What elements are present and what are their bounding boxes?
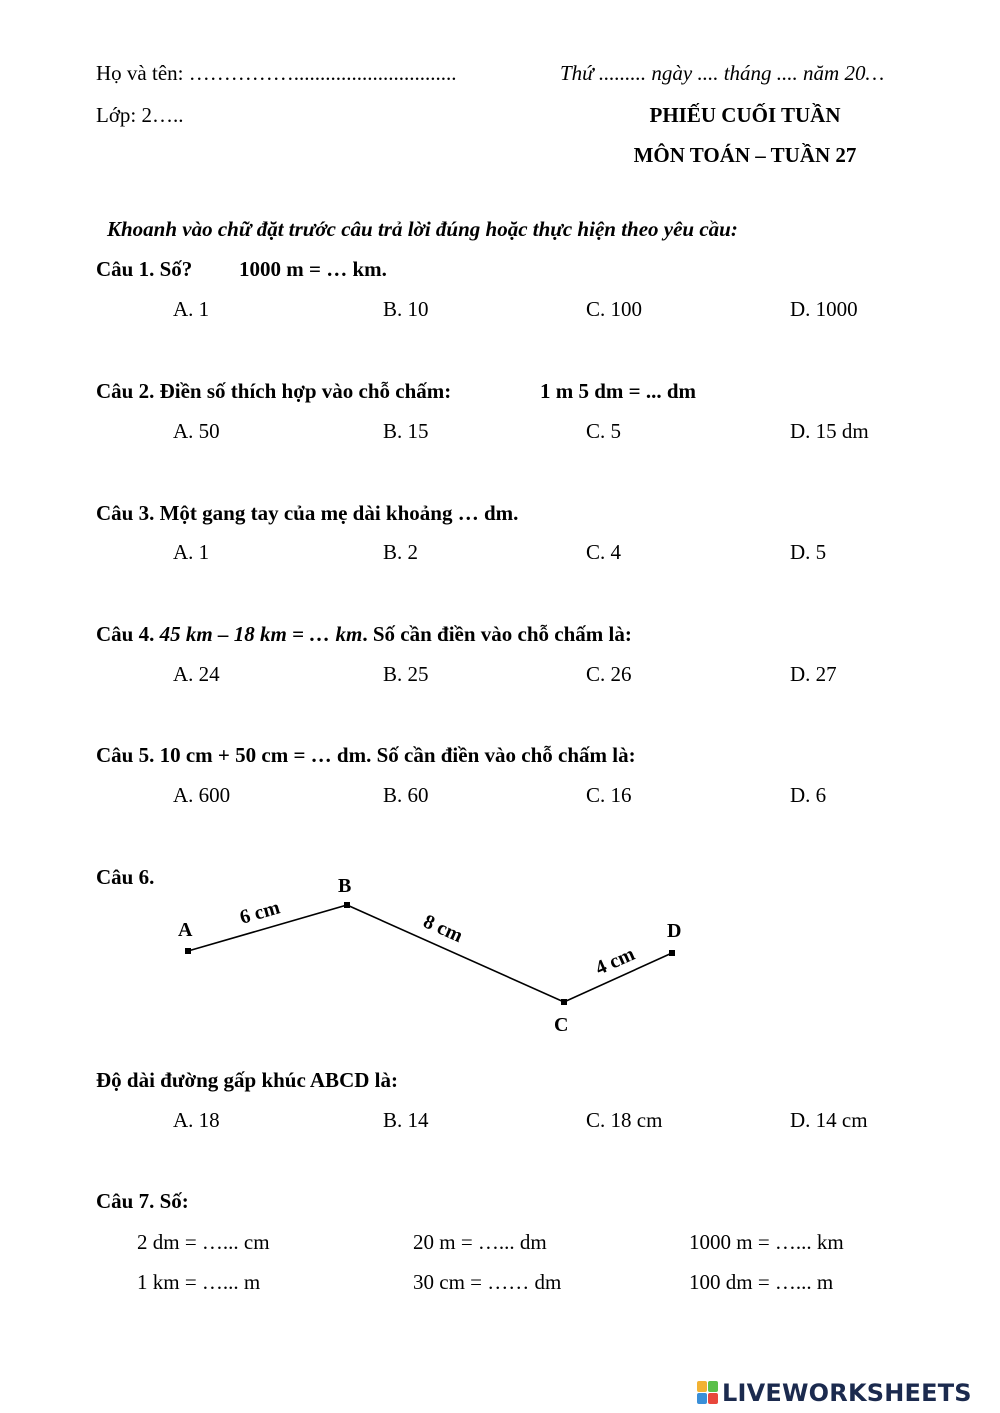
q4-option-a[interactable]: A. 24 bbox=[173, 662, 220, 686]
q3-option-b[interactable]: B. 2 bbox=[383, 540, 419, 564]
q1-label: Câu 1. Số? bbox=[96, 257, 193, 281]
q2-prompt: 1 m 5 dm = ... dm bbox=[540, 379, 697, 403]
point-b-marker bbox=[344, 902, 350, 908]
q5-option-a[interactable]: A. 600 bbox=[173, 783, 231, 807]
point-c-label: C bbox=[554, 1014, 569, 1036]
q2-option-c[interactable]: C. 5 bbox=[586, 419, 622, 443]
point-d-label: D bbox=[667, 920, 682, 942]
liveworksheets-logo-icon bbox=[697, 1381, 719, 1405]
brand-name: LIVEWORKSHEETS bbox=[722, 1379, 972, 1407]
date-line: Thứ ......... ngày .... tháng .... năm 20… bbox=[560, 61, 885, 85]
q1-option-b[interactable]: B. 10 bbox=[383, 297, 429, 321]
q7-item-2dm[interactable]: 2 dm = …... cm bbox=[137, 1230, 270, 1254]
q7-item-100dm[interactable]: 100 dm = …... m bbox=[689, 1270, 834, 1294]
q3-option-d[interactable]: D. 5 bbox=[790, 540, 827, 564]
q6-option-b[interactable]: B. 14 bbox=[383, 1108, 429, 1132]
segment-cd-length: 4 cm bbox=[592, 942, 639, 980]
q4-option-c[interactable]: C. 26 bbox=[586, 662, 632, 686]
segment-ab-length: 6 cm bbox=[237, 896, 283, 929]
logo-tile-2 bbox=[708, 1381, 718, 1392]
q4-option-b[interactable]: B. 25 bbox=[383, 662, 429, 686]
q6-label: Câu 6. bbox=[96, 865, 155, 889]
logo-tile-3 bbox=[697, 1393, 707, 1404]
instruction: Khoanh vào chữ đặt trước câu trả lời đúng hoặc thực hiện theo yêu cầu: bbox=[107, 217, 738, 241]
q5-label: Câu 5. 10 cm + 50 cm = … dm. Số cần điền vào chỗ chấm là: bbox=[96, 743, 636, 767]
worksheet-subtitle: MÔN TOÁN – TUẦN 27 bbox=[633, 143, 857, 167]
point-d-marker bbox=[669, 950, 675, 956]
class-line: Lớp: 2….. bbox=[96, 103, 184, 127]
point-a-marker bbox=[185, 948, 191, 954]
point-a-label: A bbox=[178, 919, 193, 941]
q5-option-d[interactable]: D. 6 bbox=[790, 783, 827, 807]
q4-suffix: . Số cần điền vào chỗ chấm là: bbox=[362, 622, 632, 646]
q2-option-b[interactable]: B. 15 bbox=[383, 419, 429, 443]
q7-item-20m[interactable]: 20 m = …... dm bbox=[413, 1230, 547, 1254]
q7-label: Câu 7. Số: bbox=[96, 1189, 189, 1213]
q1-prompt: 1000 m = … km. bbox=[239, 257, 387, 281]
point-b-label: B bbox=[338, 875, 352, 897]
q1-option-c[interactable]: C. 100 bbox=[586, 297, 643, 321]
q4-option-d[interactable]: D. 27 bbox=[790, 662, 837, 686]
logo-tile-1 bbox=[697, 1381, 707, 1392]
q3-label: Câu 3. Một gang tay của mẹ dài khoảng … dm. bbox=[96, 501, 519, 525]
q2-option-a[interactable]: A. 50 bbox=[173, 419, 220, 443]
worksheet-title: PHIẾU CUỐI TUẦN bbox=[649, 103, 841, 127]
q7-item-1km[interactable]: 1 km = …... m bbox=[137, 1270, 261, 1294]
q2-option-d[interactable]: D. 15 dm bbox=[790, 419, 869, 443]
q6-option-d[interactable]: D. 14 cm bbox=[790, 1108, 868, 1132]
q6-question: Độ dài đường gấp khúc ABCD là: bbox=[96, 1068, 398, 1092]
q1-option-a[interactable]: A. 1 bbox=[173, 297, 210, 321]
q3-option-a[interactable]: A. 1 bbox=[173, 540, 210, 564]
q6-option-a[interactable]: A. 18 bbox=[173, 1108, 220, 1132]
q7-item-30cm[interactable]: 30 cm = …… dm bbox=[413, 1270, 562, 1294]
q5-option-b[interactable]: B. 60 bbox=[383, 783, 429, 807]
name-line: Họ và tên: ……………............................... bbox=[96, 61, 457, 85]
segment-bc-length: 8 cm bbox=[419, 910, 466, 948]
q1-option-d[interactable]: D. 1000 bbox=[790, 297, 858, 321]
q6-option-c[interactable]: C. 18 cm bbox=[586, 1108, 663, 1132]
q2-label: Câu 2. Điền số thích hợp vào chỗ chấm: bbox=[96, 379, 452, 403]
logo-tile-4 bbox=[708, 1393, 718, 1404]
point-c-marker bbox=[561, 999, 567, 1005]
q3-option-c[interactable]: C. 4 bbox=[586, 540, 622, 564]
q4-expression: 45 km – 18 km = … km bbox=[159, 622, 363, 646]
q5-option-c[interactable]: C. 16 bbox=[586, 783, 632, 807]
q7-item-1000m[interactable]: 1000 m = …... km bbox=[689, 1230, 844, 1254]
liveworksheets-logo bbox=[697, 1380, 972, 1406]
q4-label: Câu 4. bbox=[96, 622, 155, 646]
